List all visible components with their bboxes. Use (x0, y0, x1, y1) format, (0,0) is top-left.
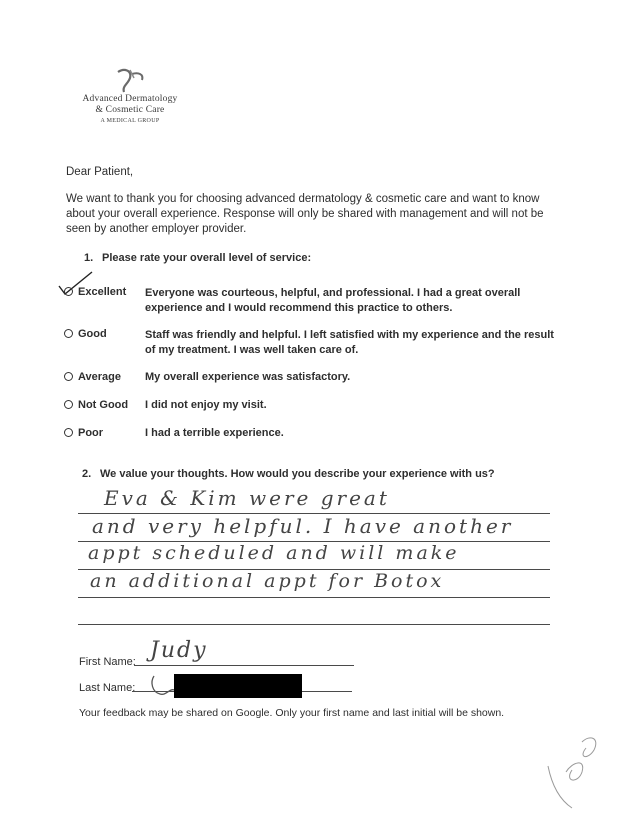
logo-mark-icon (110, 68, 150, 94)
radio-excellent[interactable] (64, 287, 73, 296)
radio-not-good[interactable] (64, 400, 73, 409)
question-2 (82, 468, 495, 480)
question-2-text: We value your thoughts. How would you describe your experience with us? (100, 468, 495, 480)
option-average[interactable] (64, 371, 121, 383)
first-name-value: Judy (150, 638, 208, 663)
option-poor-label: Poor (78, 427, 104, 439)
option-poor[interactable] (64, 427, 103, 439)
intro-paragraph: We want to thank you for choosing advanced dermatology & cosmetic care and want to know about your overall experience. Response will only be shared with management and will not be seen by another employer provider. (66, 193, 544, 235)
redaction-box (174, 674, 302, 698)
question-1 (84, 252, 311, 264)
option-not-good-label: Not Good (78, 399, 129, 411)
option-not-good-description: I did not enjoy my visit. (145, 399, 267, 411)
answer-line (78, 624, 550, 625)
handwritten-scribble-mark (542, 728, 610, 812)
option-average-label: Average (78, 371, 122, 383)
option-poor-description: I had a terrible experience. (145, 427, 284, 439)
handwritten-answer-line-3: appt scheduled and will make (88, 542, 460, 564)
practice-logo (60, 68, 200, 124)
option-good[interactable] (64, 328, 107, 340)
radio-good[interactable] (64, 329, 73, 338)
option-good-label: Good (78, 328, 107, 340)
answer-line (78, 597, 550, 598)
radio-poor[interactable] (64, 428, 73, 437)
salutation: Dear Patient, (66, 166, 134, 178)
logo-line-1: Advanced Dermatology (82, 94, 178, 104)
first-name-line[interactable] (134, 665, 354, 666)
last-name-label: Last Name: (79, 682, 136, 694)
logo-line-3: A MEDICAL GROUP (100, 118, 160, 124)
question-1-text: Please rate your overall level of service: (102, 252, 312, 264)
option-good-description: Staff was friendly and helpful. I left satisfied with my experience and the result of my treatment. I was well taken care of. (145, 329, 554, 356)
option-average-description: My overall experience was satisfactory. (145, 371, 351, 383)
option-excellent-label: Excellent (78, 286, 127, 298)
first-name-label: First Name: (79, 656, 136, 668)
question-1-number: 1. (84, 252, 94, 264)
handwritten-answer-line-4: an additional appt for Botox (90, 570, 445, 592)
handwritten-answer-line-2: and very helpful. I have another (92, 514, 514, 538)
footer-note: Your feedback may be shared on Google. Only your first name and last initial will be shown. (79, 707, 505, 719)
question-2-number: 2. (82, 468, 92, 480)
option-excellent[interactable] (64, 286, 126, 298)
option-excellent-description: Everyone was courteous, helpful, and professional. I had a great overall experience and I would recommend this practice to others. (145, 287, 521, 314)
option-not-good[interactable] (64, 399, 128, 411)
handwritten-answer-line-1: Eva & Kim were great (104, 486, 390, 510)
logo-line-2: & Cosmetic Care (95, 105, 165, 115)
radio-average[interactable] (64, 372, 73, 381)
